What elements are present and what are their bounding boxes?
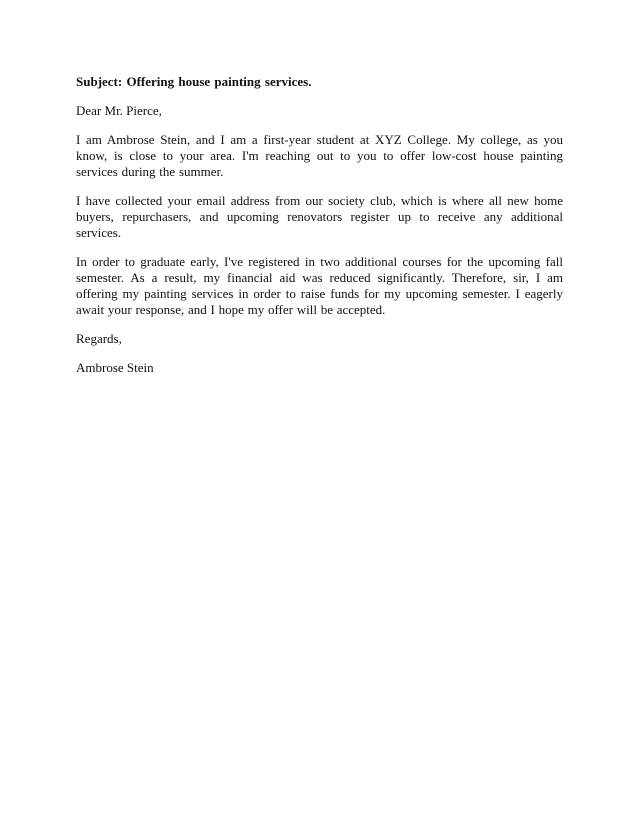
letter-signature: Ambrose Stein <box>76 360 154 375</box>
letter-paragraph-intro: I am Ambrose Stein, and I am a first-year student at XYZ College. My college, as you know, is close to your area. I'm reaching out to you to offer low-cost house painting services during the summer. <box>76 132 563 179</box>
letter-closing: Regards, <box>76 331 122 346</box>
letter-body <box>76 74 563 376</box>
letter-subject: Subject: Offering house painting services. <box>76 74 312 89</box>
letter-paragraph-reason: In order to graduate early, I've registered in two additional courses for the upcoming fall semester. As a result, my financial aid was reduced significantly. Therefore, sir, I am offering my painting services in order to raise funds for my upcoming semester. I eagerly await your response, and I hope my offer will be accepted. <box>76 254 563 317</box>
letter-paragraph-contact-source: I have collected your email address from our society club, which is where all new home buyers, repurchasers, and upcoming renovators register up to receive any additional services. <box>76 193 563 240</box>
letter-salutation: Dear Mr. Pierce, <box>76 103 162 118</box>
